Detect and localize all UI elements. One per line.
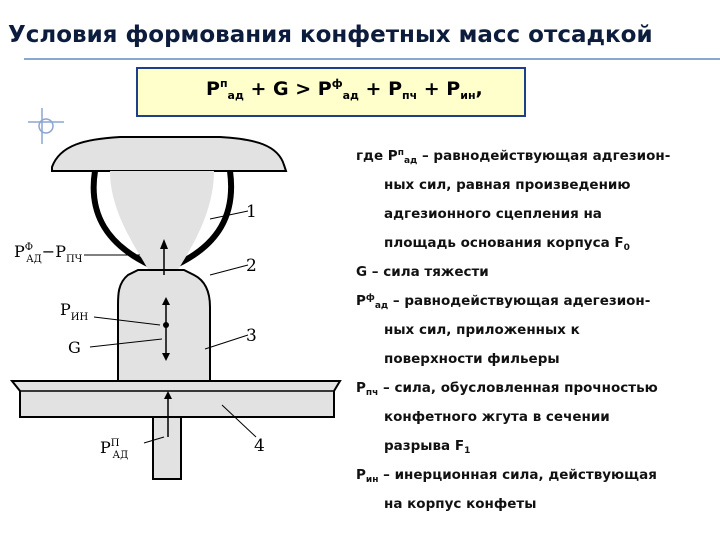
desc-pf-line-3: поверхности фильеры — [384, 351, 560, 367]
label-pin: $P_{ИН}$ — [60, 300, 89, 323]
desc-pad-line-4: площадь основания корпуса $F_0$ — [384, 235, 630, 253]
callout-3: 3 — [246, 326, 257, 346]
desc-pad-line-1: где $P^п_{ад}$ – равнодействующая адгезион- — [356, 148, 671, 166]
desc-pch-line-2: конфетного жгута в сечении — [384, 409, 610, 425]
title-accent-line — [24, 58, 720, 60]
slide-title: Условия формования конфетных масс отсадкой — [8, 22, 653, 48]
callout-1: 1 — [246, 202, 257, 222]
callout-4: 4 — [254, 436, 265, 456]
desc-in-line-1: $P_{ин}$ – инерционная сила, действующая — [356, 467, 657, 485]
desc-g-line: G – сила тяжести — [356, 264, 489, 280]
desc-pad-line-2: ных сил, равная произведению — [384, 177, 631, 193]
label-g: G — [68, 338, 81, 357]
desc-pf-line-1: $P^ф_{ад}$ – равнодействующая адегезион- — [356, 293, 651, 311]
desc-pch-line-1: $P_{пч}$ – сила, обусловленная прочностью — [356, 380, 658, 398]
desc-pf-line-2: ных сил, приложенных к — [384, 322, 580, 338]
tray-plate — [12, 381, 340, 417]
callout-2: 2 — [246, 256, 257, 276]
neck — [110, 171, 214, 273]
candy-forming-diagram — [0, 125, 360, 540]
stem — [153, 417, 181, 479]
label-pp-ad: $P^П$ АД — [100, 438, 129, 461]
candy-head — [52, 137, 286, 171]
desc-pch-line-3: разрыва $F_1$ — [384, 438, 471, 456]
desc-pad-line-3: адгезионного сцепления на — [384, 206, 602, 222]
label-pf-minus-pch: $P^Ф$ $АД-P_{ПЧ}$ — [14, 242, 83, 265]
formula: $P^п_{ад} + G > P^ф_{ад} + P_{пч} + P_{ин}$, — [206, 77, 483, 102]
desc-in-line-2: на корпус конфеты — [384, 496, 537, 512]
